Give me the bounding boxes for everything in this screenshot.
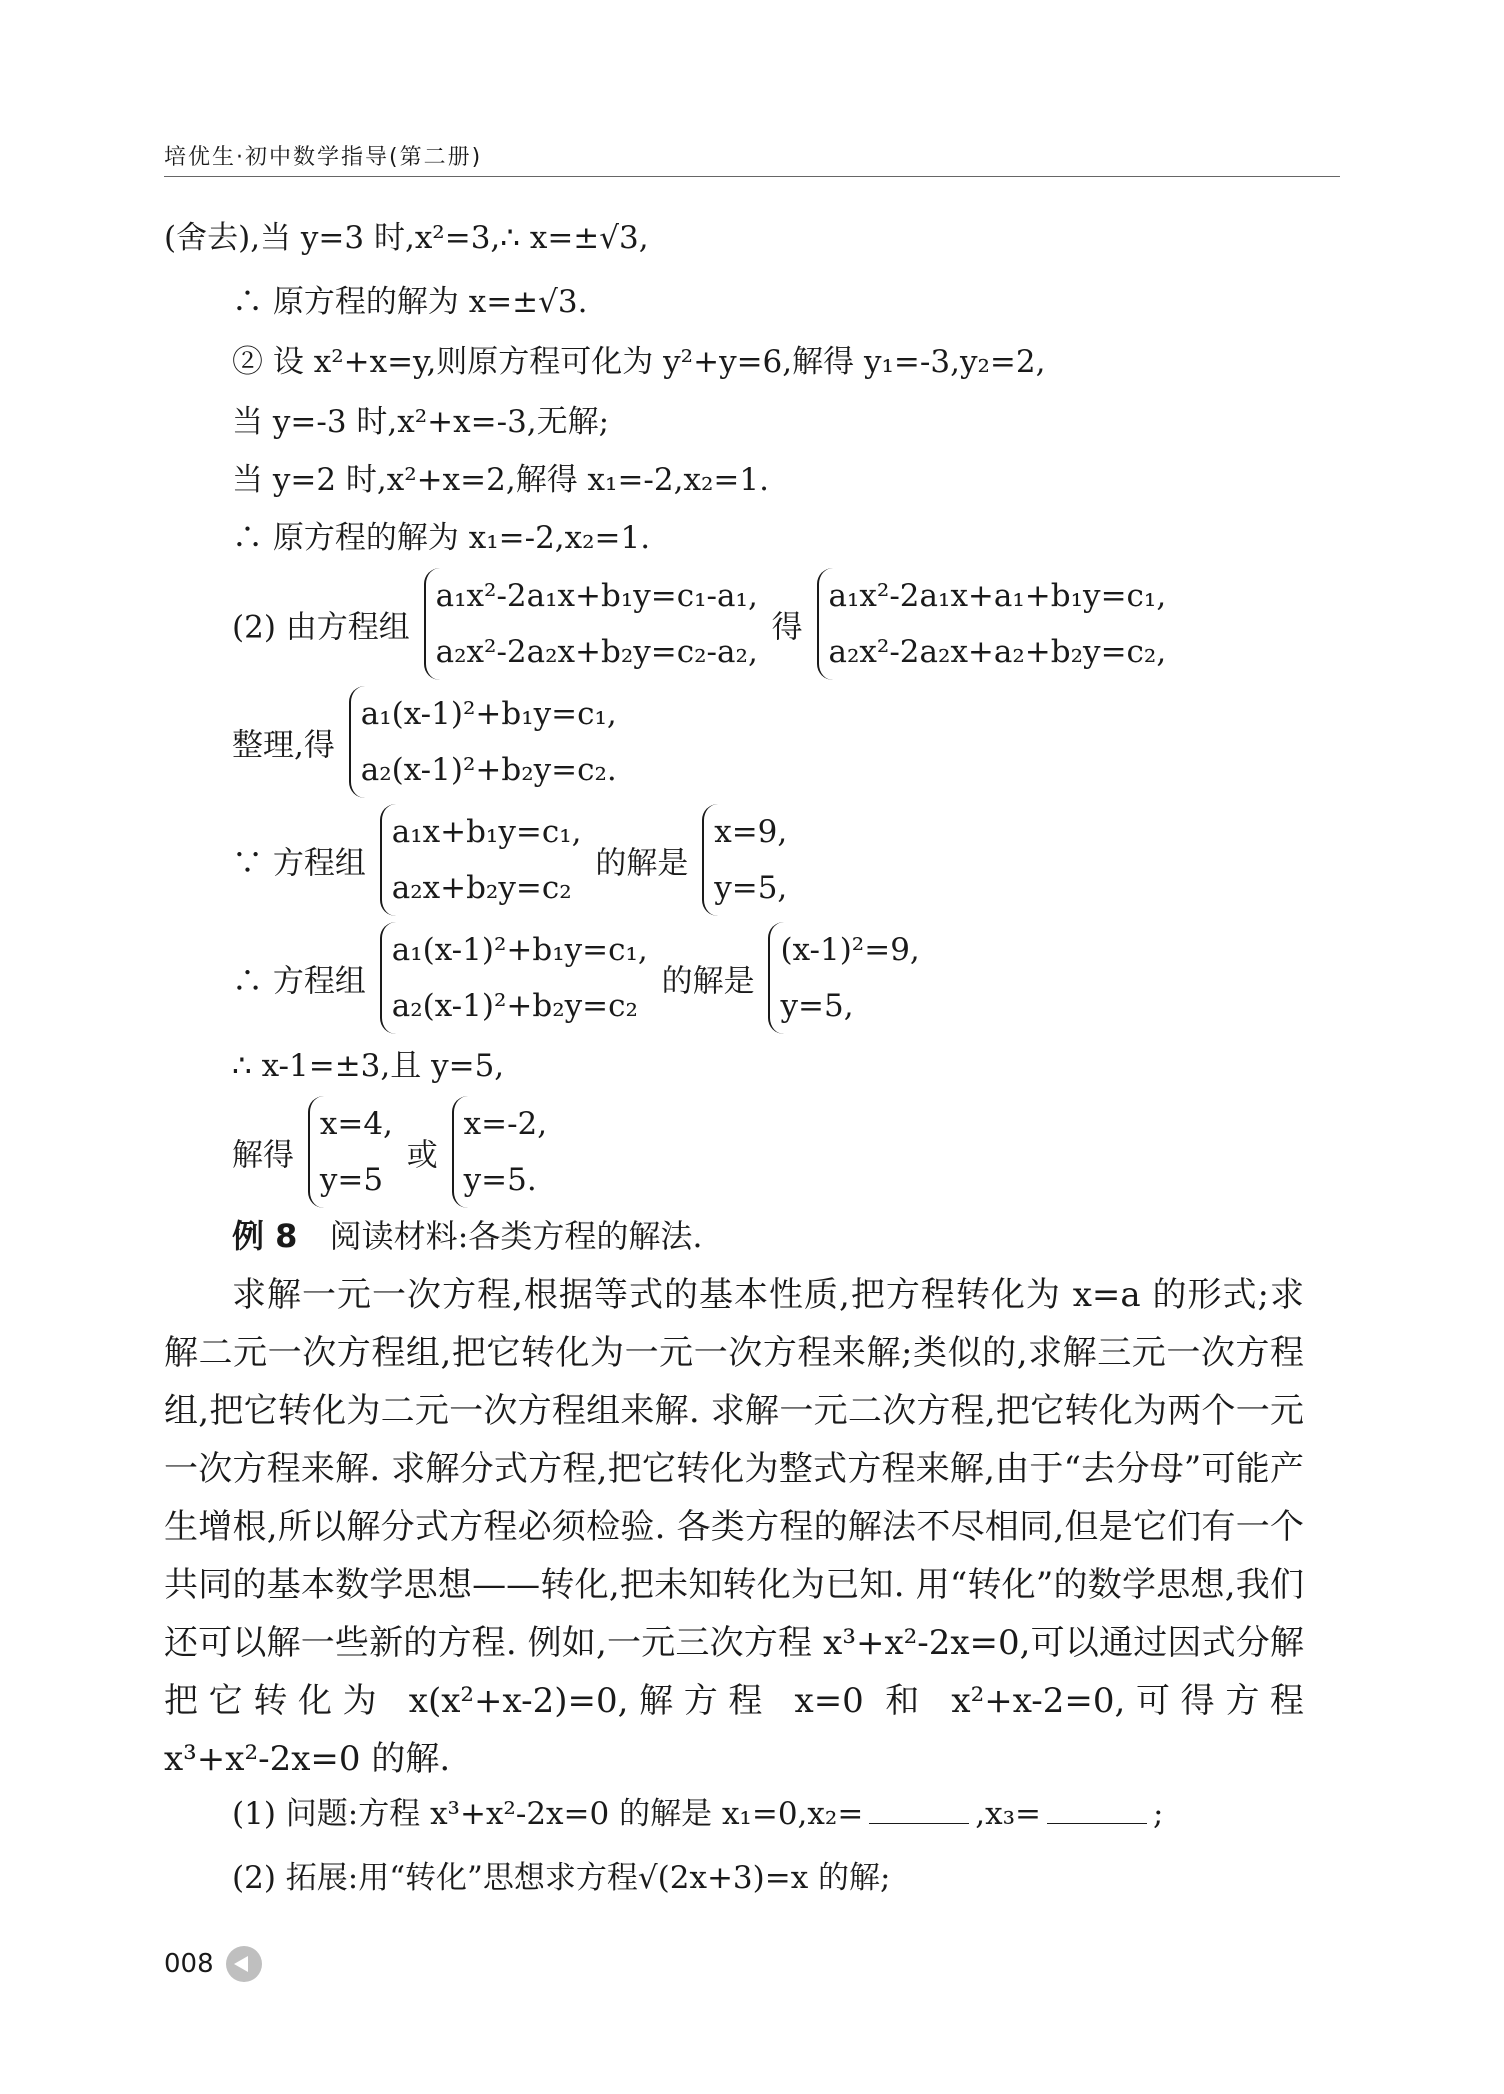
example-title: 阅读材料:各类方程的解法. [329, 1217, 703, 1255]
example-label: 例 8 [232, 1217, 298, 1255]
therefore-mid: 的解是 [661, 963, 755, 1000]
equation: a₁x²-2a₁x+b₁y=c₁-a₁, [435, 578, 758, 614]
answer-blank-x2[interactable] [869, 1823, 969, 1824]
question-2: (2) 拓展:用“转化”思想求方程√(2x+3)=x 的解; [232, 1860, 891, 1896]
equation: x=9, [714, 814, 788, 850]
equation: a₂(x-1)²+b₂y=c₂ [391, 988, 638, 1024]
equation: a₂x+b₂y=c₂ [391, 870, 572, 906]
example-body [164, 1266, 1304, 1788]
final-or: 或 [406, 1137, 438, 1174]
example-heading [232, 1216, 703, 1256]
simplified-prefix: 整理,得 [232, 727, 335, 764]
because-prefix: ∵ 方程组 [232, 845, 366, 882]
solution-line-3: ② 设 x²+x=y,则原方程可化为 y²+y=6,解得 y₁=-3,y₂=2, [232, 344, 1046, 380]
solution-line-4: 当 y=-3 时,x²+x=-3,无解; [232, 404, 610, 440]
solution-line-5: 当 y=2 时,x²+x=2,解得 x₁=-2,x₂=1. [232, 462, 769, 498]
equation-system-2 [817, 568, 1167, 680]
equation-system-5 [380, 922, 648, 1034]
solution-system-1 [702, 804, 787, 916]
equation: x=4, [319, 1106, 393, 1142]
running-header: 培优生·初中数学指导(第二册) [164, 145, 483, 170]
answer-blank-x3[interactable] [1047, 1823, 1147, 1824]
equation: a₁x+b₁y=c₁, [391, 814, 582, 850]
equation-system-4 [380, 804, 582, 916]
question-1 [232, 1794, 1164, 1834]
final-prefix: 解得 [232, 1137, 294, 1174]
because-mid: 的解是 [595, 845, 689, 882]
equation: y=5 [319, 1162, 384, 1198]
equation-system-3 [349, 686, 617, 798]
therefore-prefix: ∴ 方程组 [232, 963, 366, 1000]
equation: a₂(x-1)²+b₂y=c₂. [360, 752, 617, 788]
therefore-row [232, 922, 924, 1034]
solution-line-x1: ∴ x-1=±3,且 y=5, [232, 1048, 505, 1084]
connector-de: 得 [771, 609, 803, 646]
part2-system-row [232, 568, 1170, 680]
final-solution-row [232, 1096, 551, 1208]
simplified-row [232, 686, 621, 798]
equation: a₂x²-2a₂x+b₂y=c₂-a₂, [435, 634, 758, 670]
equation: a₂x²-2a₂x+a₂+b₂y=c₂, [828, 634, 1167, 670]
equation: a₁(x-1)²+b₁y=c₁, [360, 696, 617, 732]
back-arrow-icon [226, 1946, 262, 1982]
example-body-text: 求解一元一次方程,根据等式的基本性质,把方程转化为 x=a 的形式;求解二元一次方程组,把它转化为一元一次方程来解;类似的,求解三元一次方程组,把它转化为二元一次方程组来解. 求解一元二次方程,把它转化为两个一元一次方程来解. 求解分式方程,把它转化为整式方程来解,由于“去分母”可能产生增根,所以解分式方程必须检验. 各类方程的解法不尽相同,但是它们有一个共同的基本数学思想——转化,把未知转化为已知. 用“转化”的数学思想,我们还可以解一些新的方程. 例如,一元三次方程 x³+x²-2x=0,可以通过因式分解把它转化为 x(x²+x-2)=0,解方程 x=0 和 x²+x-2=0,可得方程 x³+x²-2x=0 的解. [164, 1275, 1304, 1779]
question-1-prefix: (1) 问题:方程 x³+x²-2x=0 的解是 x₁=0,x₂= [232, 1796, 864, 1832]
header-rule [164, 176, 1340, 177]
equation: x=-2, [463, 1106, 548, 1142]
equation: y=5, [780, 988, 854, 1024]
equation: a₁(x-1)²+b₁y=c₁, [391, 932, 648, 968]
final-system-1 [308, 1096, 393, 1208]
solution-line-6: ∴ 原方程的解为 x₁=-2,x₂=1. [232, 520, 651, 556]
equation: y=5. [463, 1162, 537, 1198]
equation: (x-1)²=9, [780, 932, 920, 968]
page-footer [164, 1946, 262, 1982]
solution-line-1: (舍去),当 y=3 时,x²=3,∴ x=±√3, [164, 220, 649, 256]
because-row [232, 804, 791, 916]
final-system-2 [452, 1096, 548, 1208]
equation: y=5, [714, 870, 788, 906]
part2-prefix: (2) 由方程组 [232, 609, 410, 646]
solution-system-2 [768, 922, 919, 1034]
equation: a₁x²-2a₁x+a₁+b₁y=c₁, [828, 578, 1167, 614]
question-1-mid: ,x₃= [975, 1796, 1042, 1832]
equation-system-1 [424, 568, 758, 680]
question-1-end: ; [1153, 1796, 1164, 1832]
solution-line-2: ∴ 原方程的解为 x=±√3. [232, 284, 588, 320]
page-number: 008 [164, 1949, 214, 1979]
